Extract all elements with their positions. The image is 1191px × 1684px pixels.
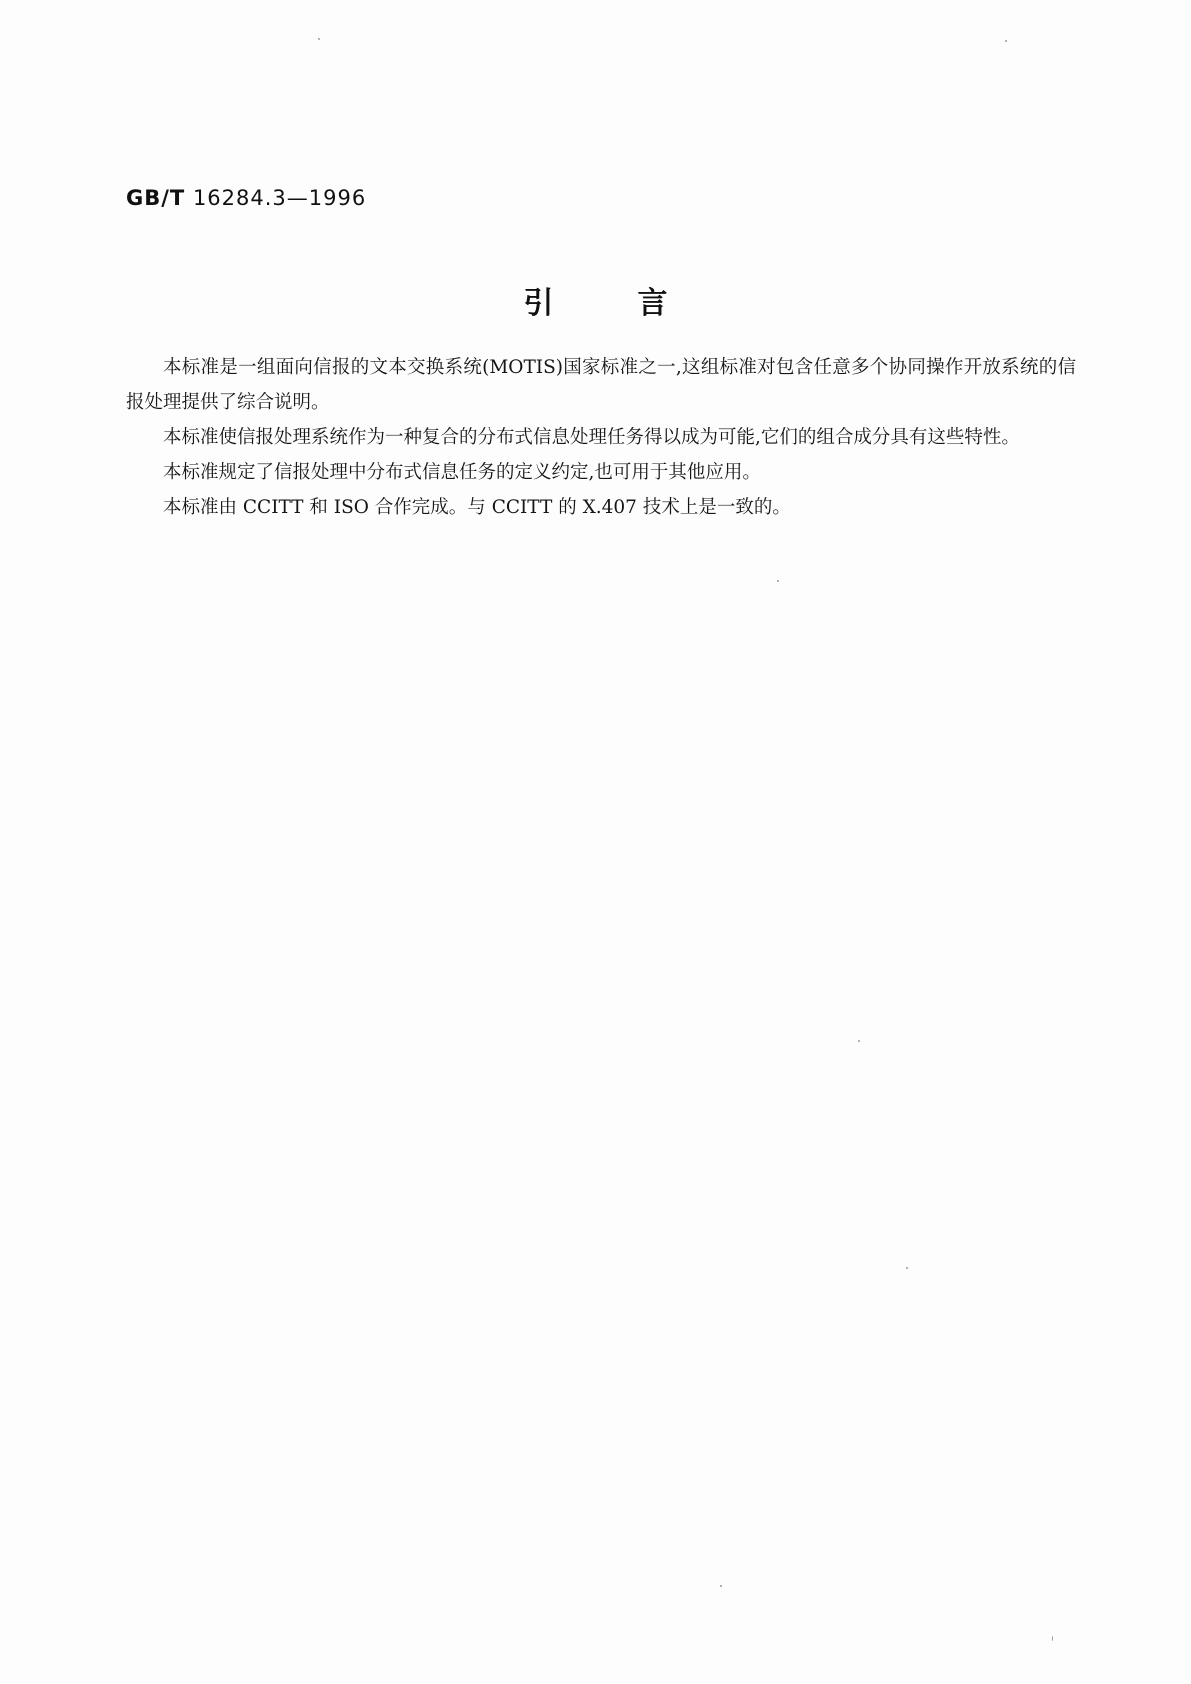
scan-speck (1052, 1636, 1053, 1641)
scan-speck (858, 1040, 860, 1042)
paragraph-1: 本标准是一组面向信报的文本交换系统(MOTIS)国家标准之一,这组标准对包含任意多个协同操作开放系统的信报处理提供了综合说明。 (126, 357, 1076, 413)
paragraph-3: 本标准规定了信报处理中分布式信息任务的定义约定,也可用于其他应用。 (163, 462, 761, 483)
paragraph-2: 本标准使信报处理系统作为一种复合的分布式信息处理任务得以成为可能,它们的组合成分具有这些特性。 (163, 427, 1020, 448)
scan-speck (720, 1585, 722, 1587)
scan-speck (318, 38, 320, 40)
paragraph-4: 本标准由 CCITT 和 ISO 合作完成。与 CCITT 的 X.407 技术上是一致的。 (163, 497, 791, 518)
scan-speck (906, 1267, 908, 1269)
standard-number-prefix: GB/T (126, 186, 186, 210)
standard-number-value: 16284.3—1996 (192, 186, 367, 210)
introduction-body (126, 350, 1076, 525)
scan-speck (777, 580, 779, 582)
standard-number (126, 186, 366, 210)
page-title: 引言 (523, 286, 752, 321)
scan-speck (1005, 40, 1007, 42)
